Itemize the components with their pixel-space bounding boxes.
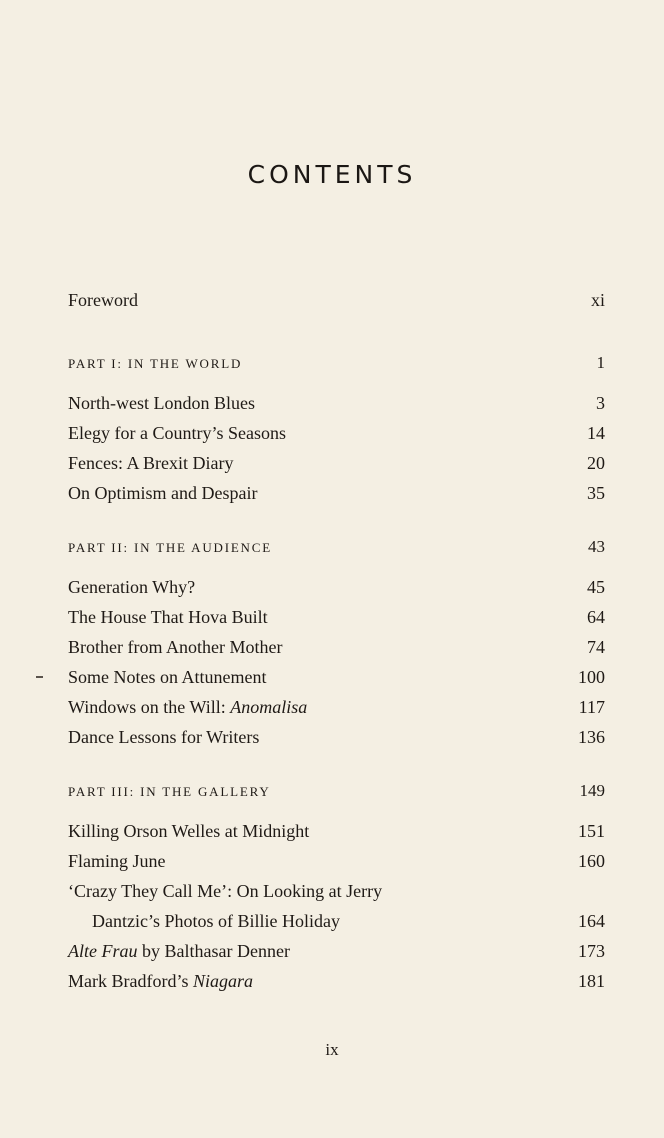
toc-entry-title-italic: Niagara xyxy=(192,971,253,991)
page-number: ix xyxy=(325,1040,339,1059)
toc-entry[interactable] xyxy=(68,635,605,659)
toc-entry[interactable] xyxy=(68,969,605,993)
toc-entry[interactable] xyxy=(68,819,605,843)
toc-entry-page: 160 xyxy=(578,851,605,871)
toc-entry-page: 181 xyxy=(578,971,605,991)
toc-entry-title: Fences: A Brexit Diary xyxy=(68,453,234,473)
toc-entry-title: Some Notes on Attunement xyxy=(68,667,267,687)
toc-entry-line1[interactable] xyxy=(68,879,605,903)
toc-entry-title xyxy=(68,939,290,963)
toc-part-page: 43 xyxy=(588,537,605,556)
toc-entry[interactable] xyxy=(68,421,605,445)
toc-entry-page: xi xyxy=(590,290,605,310)
toc-entry-title: ‘Crazy They Call Me’: On Looking at Jerry xyxy=(68,881,383,901)
toc-entry[interactable] xyxy=(68,849,605,873)
toc-entry-title xyxy=(68,969,253,993)
toc-entry[interactable] xyxy=(68,725,605,749)
toc-part-title: PART I: IN THE WORLD xyxy=(68,356,243,371)
toc-part-page: 1 xyxy=(596,353,605,372)
toc-part-page: 149 xyxy=(579,781,605,800)
toc-entry-title-roman: Mark Bradford’s xyxy=(68,971,193,991)
toc-entry[interactable] xyxy=(68,939,605,963)
toc-entry-title: Elegy for a Country’s Seasons xyxy=(68,423,286,443)
toc-entry[interactable] xyxy=(68,665,605,689)
toc-entry-page: 35 xyxy=(587,483,605,503)
toc-entry[interactable] xyxy=(68,481,605,505)
toc-entry-title-italic: Alte Frau xyxy=(68,941,138,961)
toc-part-title: PART II: IN THE AUDIENCE xyxy=(68,540,272,555)
toc-part-1[interactable] xyxy=(68,351,605,376)
toc-entry-page: 64 xyxy=(587,607,605,627)
toc-entry[interactable] xyxy=(68,391,605,415)
margin-mark xyxy=(36,676,43,678)
page-title: CONTENTS xyxy=(247,160,417,189)
toc-entry-title-italic: Anomalisa xyxy=(230,697,308,717)
toc-entry-title: Dance Lessons for Writers xyxy=(68,727,260,747)
toc-part-title: PART III: IN THE GALLERY xyxy=(68,784,271,799)
toc-entry-page: 117 xyxy=(578,697,605,717)
toc-entry-page: 45 xyxy=(587,577,605,597)
toc-entry-page: 14 xyxy=(587,423,605,443)
toc-entry-title xyxy=(68,695,307,719)
toc-entry-title: On Optimism and Despair xyxy=(68,483,258,503)
toc-entry-page: 20 xyxy=(587,453,605,473)
toc-entry-title-continued: Dantzic’s Photos of Billie Holiday xyxy=(92,911,340,931)
toc-entry[interactable] xyxy=(68,451,605,475)
toc-entry[interactable] xyxy=(68,605,605,629)
toc-entry-title: Foreword xyxy=(68,290,138,310)
toc-entry-title: Brother from Another Mother xyxy=(68,637,283,657)
toc-entry-title: Flaming June xyxy=(68,851,166,871)
toc-part-3[interactable] xyxy=(68,779,605,804)
toc-entry[interactable] xyxy=(68,695,605,719)
toc-entry-title-roman: Windows on the Will: xyxy=(68,697,231,717)
toc-entry-title: The House That Hova Built xyxy=(68,607,268,627)
toc-entry-page: 136 xyxy=(578,727,605,747)
toc-entry-title: Generation Why? xyxy=(68,577,196,597)
toc-entry-page: 173 xyxy=(578,941,605,961)
toc-entry[interactable] xyxy=(68,575,605,599)
toc-entry-foreword[interactable] xyxy=(68,288,605,312)
toc-entry-page: 74 xyxy=(587,637,605,657)
toc-entry-page: 164 xyxy=(578,911,605,931)
toc-entry-title: North-west London Blues xyxy=(68,393,255,413)
toc-entry-line2[interactable] xyxy=(92,909,605,933)
toc-entry-title-roman: by Balthasar Denner xyxy=(137,941,290,961)
toc-entry-title: Killing Orson Welles at Midnight xyxy=(68,821,310,841)
toc-entry-page: 100 xyxy=(578,667,605,687)
toc-entry-page: 151 xyxy=(578,821,605,841)
toc-entry-page: 3 xyxy=(596,393,605,413)
toc-part-2[interactable] xyxy=(68,535,605,560)
